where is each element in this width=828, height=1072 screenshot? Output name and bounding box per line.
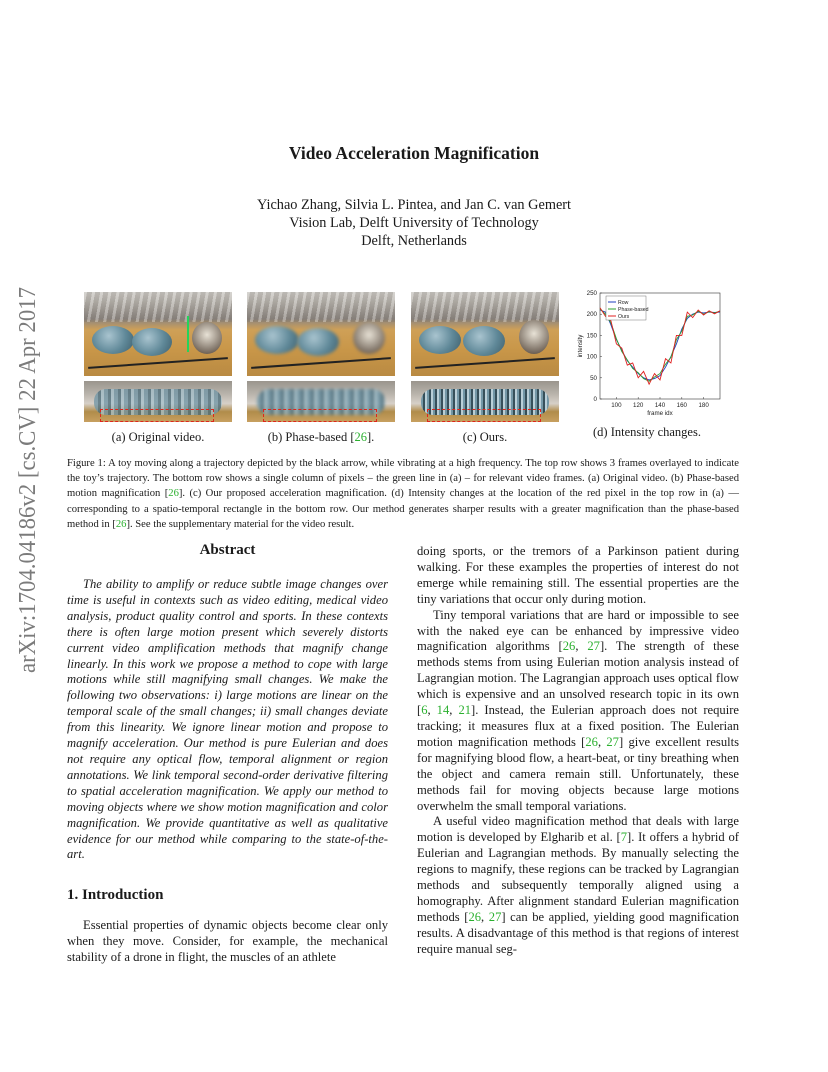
panel-ours (411, 292, 559, 445)
red-rectangle (427, 409, 541, 422)
legend-label: Phase-based (618, 307, 649, 313)
red-rectangle (263, 409, 377, 422)
legend-label: Ours (618, 314, 630, 320)
subcaption-b: (b) Phase-based [26]. (267, 430, 375, 444)
ref-link[interactable]: 26 (468, 909, 482, 924)
figure-caption: Figure 1: A toy moving along a trajectory depicted by the black arrow, while vibrating at a high frequency. The top row shows 3 frames overlayed to indicate the toy’s trajectory. The bottom row shows a single column of pixels – the green line in (a) – for relevant video frames. (a) Original video. (b) Phase-based motion magnification [26]. (c) Our proposed acceleration magnification. (d) Intensity changes at the location of the red pixel in the top row in (a) — corresponding to a spatio-temporal rectangle in the bottom row. Our method generates sharper results with a greater magnification than the phase-based method in [26]. See the supplementary material for the video result. (67, 458, 739, 530)
x-tick-label: 160 (676, 402, 687, 409)
green-pixel-line (187, 316, 189, 352)
y-tick-label: 250 (586, 290, 597, 297)
paragraph: Tiny temporal variations that are hard or impossible to see with the naked eye can be enhanced by impressive video magnification algorithms [26, 27]. The strength of these methods stems from using Eulerian motion analysis instead of Lagrangian motion. The Lagrangian approach uses optical flow which is expensive and an unsolved research topic in its own [6, 14, 21]. Instead, the Eulerian approach does not require tracking; it measures flux at a fixed position. The Eulerian motion magnification methods [26, 27] give excellent results for magnifying blood flow, a heart-beat, or tiny breathing when the object and camera remain still. Unfortunately, these methods fail for moving objects because large motions overwhelm the small temporal variations. (417, 607, 740, 813)
original-column-image (84, 381, 232, 422)
x-tick-label: 100 (611, 402, 622, 409)
phase-based-frames-image (247, 292, 395, 376)
location: Delft, Netherlands (361, 233, 467, 249)
ref-link[interactable]: 6 (421, 703, 428, 718)
paper-title: Video Acceleration Magnification (288, 143, 540, 163)
authors: Yichao Zhang, Silvia L. Pintea, and Jan C. van Gemert (256, 197, 572, 213)
ref-link[interactable]: 27 (488, 909, 502, 924)
y-axis-label: intensity (577, 334, 584, 358)
right-column-text (417, 544, 739, 958)
red-rectangle (100, 409, 214, 422)
ref-link[interactable]: 26 (562, 639, 576, 654)
subcaption-d: (d) Intensity changes. (593, 425, 701, 439)
affiliation: Vision Lab, Delft University of Technology (289, 215, 539, 231)
paragraph: doing sports, or the tremors of a Parkinson patient during walking. For these examples the properties of interest do not emerge while remaining still. The essential properties are the tiny variations that occur only during motion. (417, 544, 739, 606)
intensity-chart-svg (570, 289, 724, 415)
introduction-text: Essential properties of dynamic objects become clear only when they move. Consider, for example, the mechanical stability of a drone in flight, the muscles of an athlete (67, 918, 388, 964)
introduction-heading: 1. Introduction (67, 887, 164, 903)
ref-link[interactable]: 27 (587, 639, 600, 654)
ref-link[interactable]: 21 (458, 703, 472, 718)
subcaption-a: (a) Original video. (111, 430, 205, 444)
ref-link[interactable]: 26 (168, 488, 179, 500)
figure-label: Figure 1: (67, 458, 106, 469)
ours-frames-image (411, 292, 559, 376)
phase-based-column-image (247, 381, 395, 422)
x-tick-label: 140 (654, 402, 666, 409)
ref-link[interactable]: 26 (354, 430, 367, 444)
y-tick-label: 0 (593, 396, 597, 403)
abstract-heading: Abstract (199, 542, 256, 558)
panel-phase-based (247, 292, 395, 445)
ref-link[interactable]: 7 (620, 830, 627, 845)
arxiv-stamp-text: arXiv:1704.04186v2 [cs.CV] 22 Apr 2017 (14, 285, 41, 673)
x-tick-label: 180 (698, 402, 709, 409)
legend-label: Row (618, 300, 629, 306)
paragraph: A useful video magnification method that deals with large motion is developed by Elgharib et al. [7]. It offers a hybrid of Eulerian and Lagrangian methods. By manually selecting the regions to magnify, these regions can be tracked by Lagrangian methods and subsequently temporally aligned using a homography. After alignment standard Eulerian magnification methods [26, 27] can be applied, yielding good magnification results. A disadvantage of this method is that regions of interest require manual seg- (417, 814, 739, 956)
original-frames-image (84, 292, 232, 376)
y-tick-label: 100 (586, 353, 597, 361)
x-axis-label: frame idx (647, 410, 673, 415)
abstract-text: The ability to amplify or reduce subtle image changes over time is useful in contexts such as video editing, medical video analysis, product quality control and sports. In these contexts there is often large motion present which severely distorts current video amplification methods that magnify change linearly. In this work we propose a method to cope with large motions while still magnifying small changes. We make the following two observations: i) large motions are linear on the temporal scale of the small changes; ii) small changes deviate from this linearity. We ignore linear motion and propose to magnify acceleration. Our method is pure Eulerian and does not require any optical flow, temporal alignment or region annotations. We link temporal second-order derivative filtering to spatial acceleration magnification. We apply our method to moving objects where we show motion magnification and color magnification. We provide quantitative as well as qualitative evidence for our method while comparing to the state-of-the-art. (67, 577, 388, 862)
x-tick-label: 120 (633, 402, 644, 409)
ref-link[interactable]: 26 (585, 734, 598, 749)
ref-link[interactable]: 27 (606, 734, 619, 749)
y-tick-label: 150 (586, 332, 597, 340)
panel-original (84, 292, 232, 445)
ref-link[interactable]: 26 (115, 518, 127, 530)
arxiv-stamp (4, 285, 44, 675)
intensity-chart (570, 289, 724, 415)
subcaption-c: (c) Ours. (462, 430, 508, 444)
ours-column-image (411, 381, 559, 422)
y-tick-label: 50 (590, 374, 597, 382)
y-tick-label: 200 (586, 311, 597, 319)
ref-link[interactable]: 14 (436, 703, 450, 718)
